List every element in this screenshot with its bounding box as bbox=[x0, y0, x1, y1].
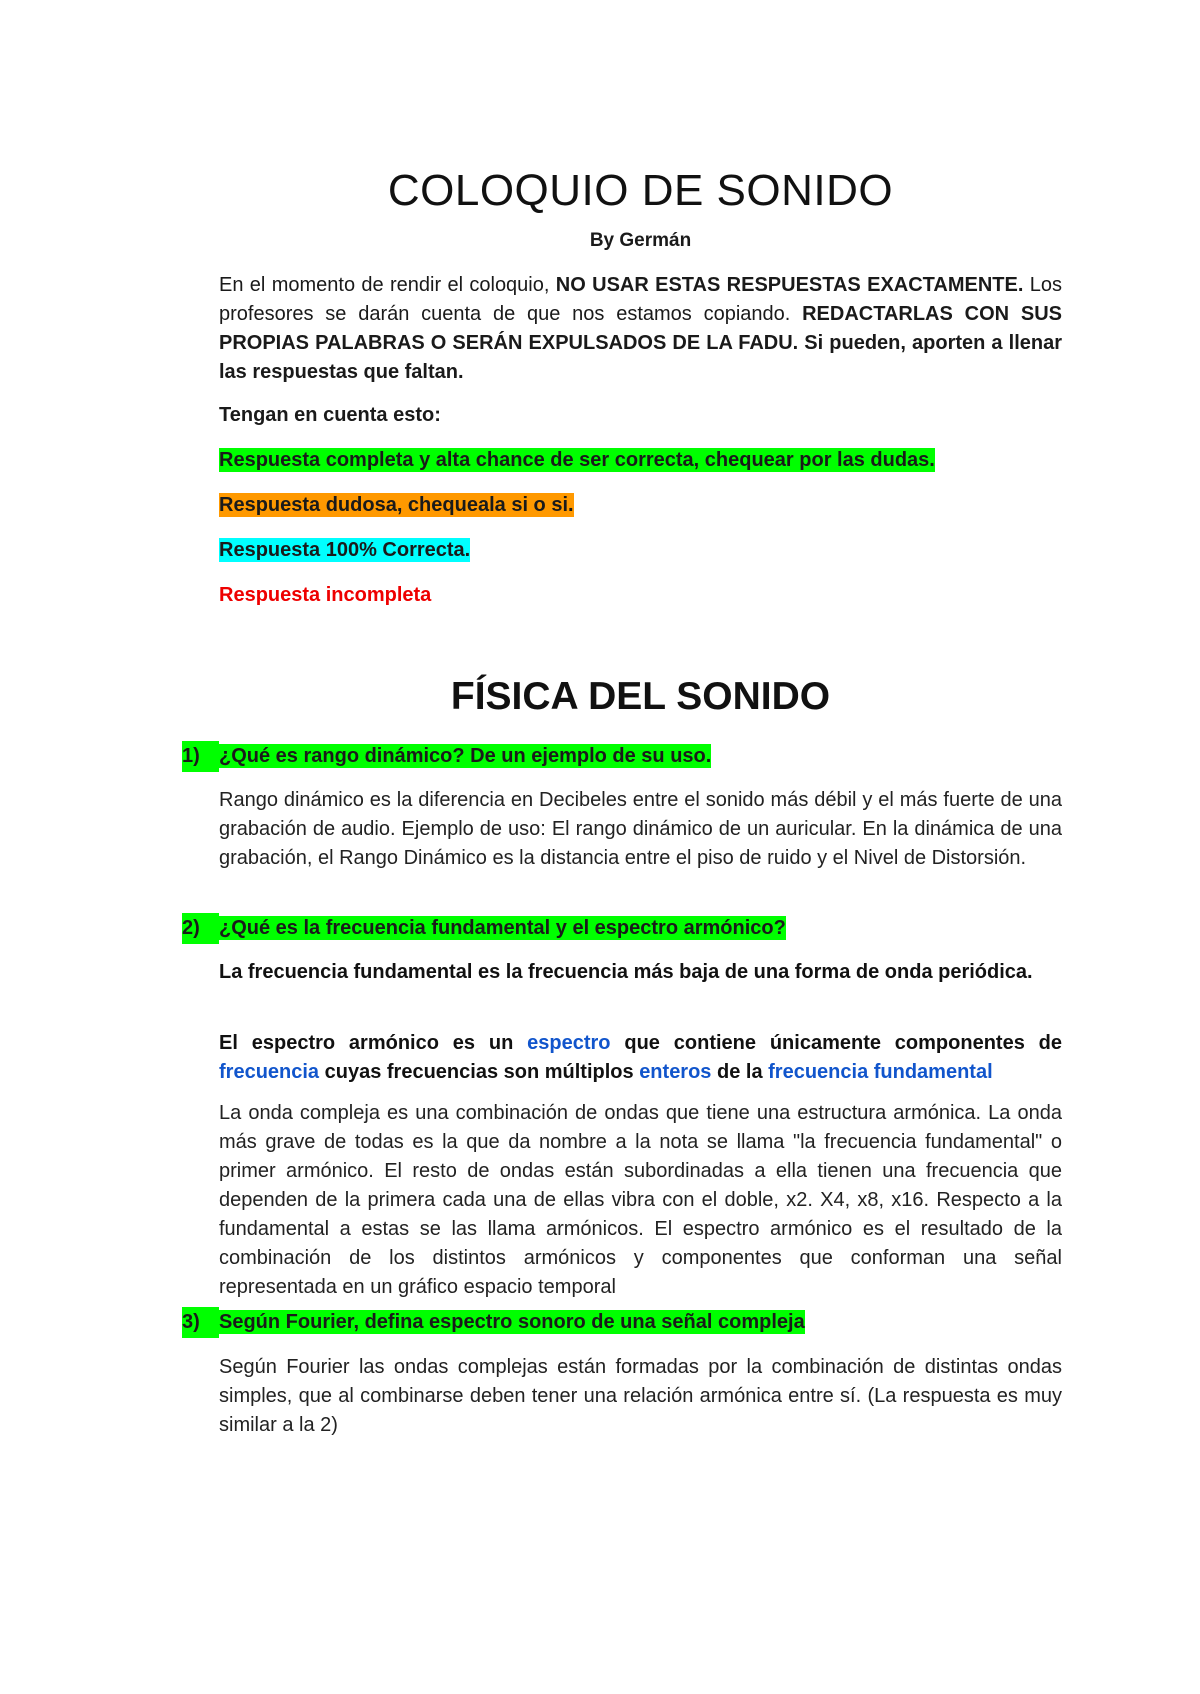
legend-item-cyan bbox=[219, 536, 470, 565]
link-enteros[interactable]: enteros bbox=[639, 1061, 712, 1083]
question-text: ¿Qué es la frecuencia fundamental y el espectro armónico? bbox=[219, 917, 786, 939]
answer-2b-text: que contiene únicamente componentes de bbox=[624, 1032, 1063, 1054]
intro-text-1: En el momento de rendir el coloquio, bbox=[219, 274, 550, 296]
legend-orange-text: Respuesta dudosa, chequeala si o si. bbox=[219, 494, 574, 516]
answer-2b-text: cuyas frecuencias son múltiplos bbox=[324, 1061, 634, 1083]
answer-1: Rango dinámico es la diferencia en Decibeles entre el sonido más débil y el más fuerte de una grabación de audio. Ejemplo de uso: El rango dinámico de un auricular. En la dinámica de una grabación, el Rango Dinámico es la distancia entre el piso de ruido y el Nivel de Distorsión. bbox=[219, 789, 1062, 869]
answer-2b-text: El espectro armónico es un bbox=[219, 1032, 514, 1054]
question-text: ¿Qué es rango dinámico? De un ejemplo de su uso. bbox=[219, 745, 712, 767]
question-1 bbox=[182, 741, 711, 772]
question-2 bbox=[182, 913, 786, 944]
legend-cyan-text: Respuesta 100% Correcta. bbox=[219, 539, 471, 561]
intro-warning-1: NO USAR ESTAS RESPUESTAS EXACTAMENTE. bbox=[555, 274, 1024, 296]
question-number: 3) bbox=[182, 1307, 219, 1338]
answer-2b bbox=[219, 1029, 1062, 1087]
intro-text-2: Los profesores se darán cuenta de que nos estamos copiando. bbox=[219, 274, 1062, 325]
section-title: FÍSICA DEL SONIDO bbox=[450, 675, 831, 718]
answer-3: Según Fourier las ondas complejas están formadas por la combinación de distintas ondas simples, que al combinarse deben tener una relación armónica entre sí. (La respuesta es muy similar a la 2) bbox=[219, 1356, 1062, 1436]
legend-item-orange bbox=[219, 491, 574, 520]
legend-item-red: Respuesta incompleta bbox=[219, 584, 432, 606]
byline: By Germán bbox=[589, 230, 692, 251]
question-number: 2) bbox=[182, 913, 219, 944]
intro-paragraph bbox=[219, 271, 1062, 387]
question-text: Según Fourier, defina espectro sonoro de una señal compleja bbox=[219, 1311, 805, 1333]
answer-2a: La frecuencia fundamental es la frecuencia más baja de una forma de onda periódica. bbox=[219, 961, 1033, 983]
link-espectro[interactable]: espectro bbox=[527, 1032, 611, 1054]
legend-heading: Tengan en cuenta esto: bbox=[219, 404, 441, 426]
question-number: 1) bbox=[182, 741, 219, 772]
question-3 bbox=[182, 1307, 805, 1338]
link-frecuencia[interactable]: frecuencia bbox=[219, 1061, 320, 1083]
answer-2c: La onda compleja es una combinación de ondas que tiene una estructura armónica. La onda más grave de todas es la que da nombre a la nota se llama "la frecuencia fundamental" o primer armónico. El resto de ondas están subordinadas a ella tienen una frecuencia que dependen de la primera cada una de ellas vibra con el doble, x2. X4, x8, x16. Respecto a la fundamental a estas se las llama armónicos. El espectro armónico es el resultado de la combinación de los distintos armónicos y componentes que conforman una señal representada en un gráfico espacio temporal bbox=[219, 1102, 1062, 1298]
legend-item-green bbox=[219, 446, 935, 475]
document-title: COLOQUIO DE SONIDO bbox=[387, 166, 894, 215]
legend-green-text: Respuesta completa y alta chance de ser correcta, chequear por las dudas. bbox=[219, 449, 935, 471]
link-frecuencia-fundamental[interactable]: frecuencia fundamental bbox=[768, 1061, 993, 1083]
intro-warning-2: REDACTARLAS CON SUS PROPIAS PALABRAS O SERÁN EXPULSADOS DE LA FADU. Si pueden, aporten a llenar las respuestas que faltan. bbox=[219, 303, 1062, 383]
answer-2b-text: de la bbox=[717, 1061, 763, 1083]
